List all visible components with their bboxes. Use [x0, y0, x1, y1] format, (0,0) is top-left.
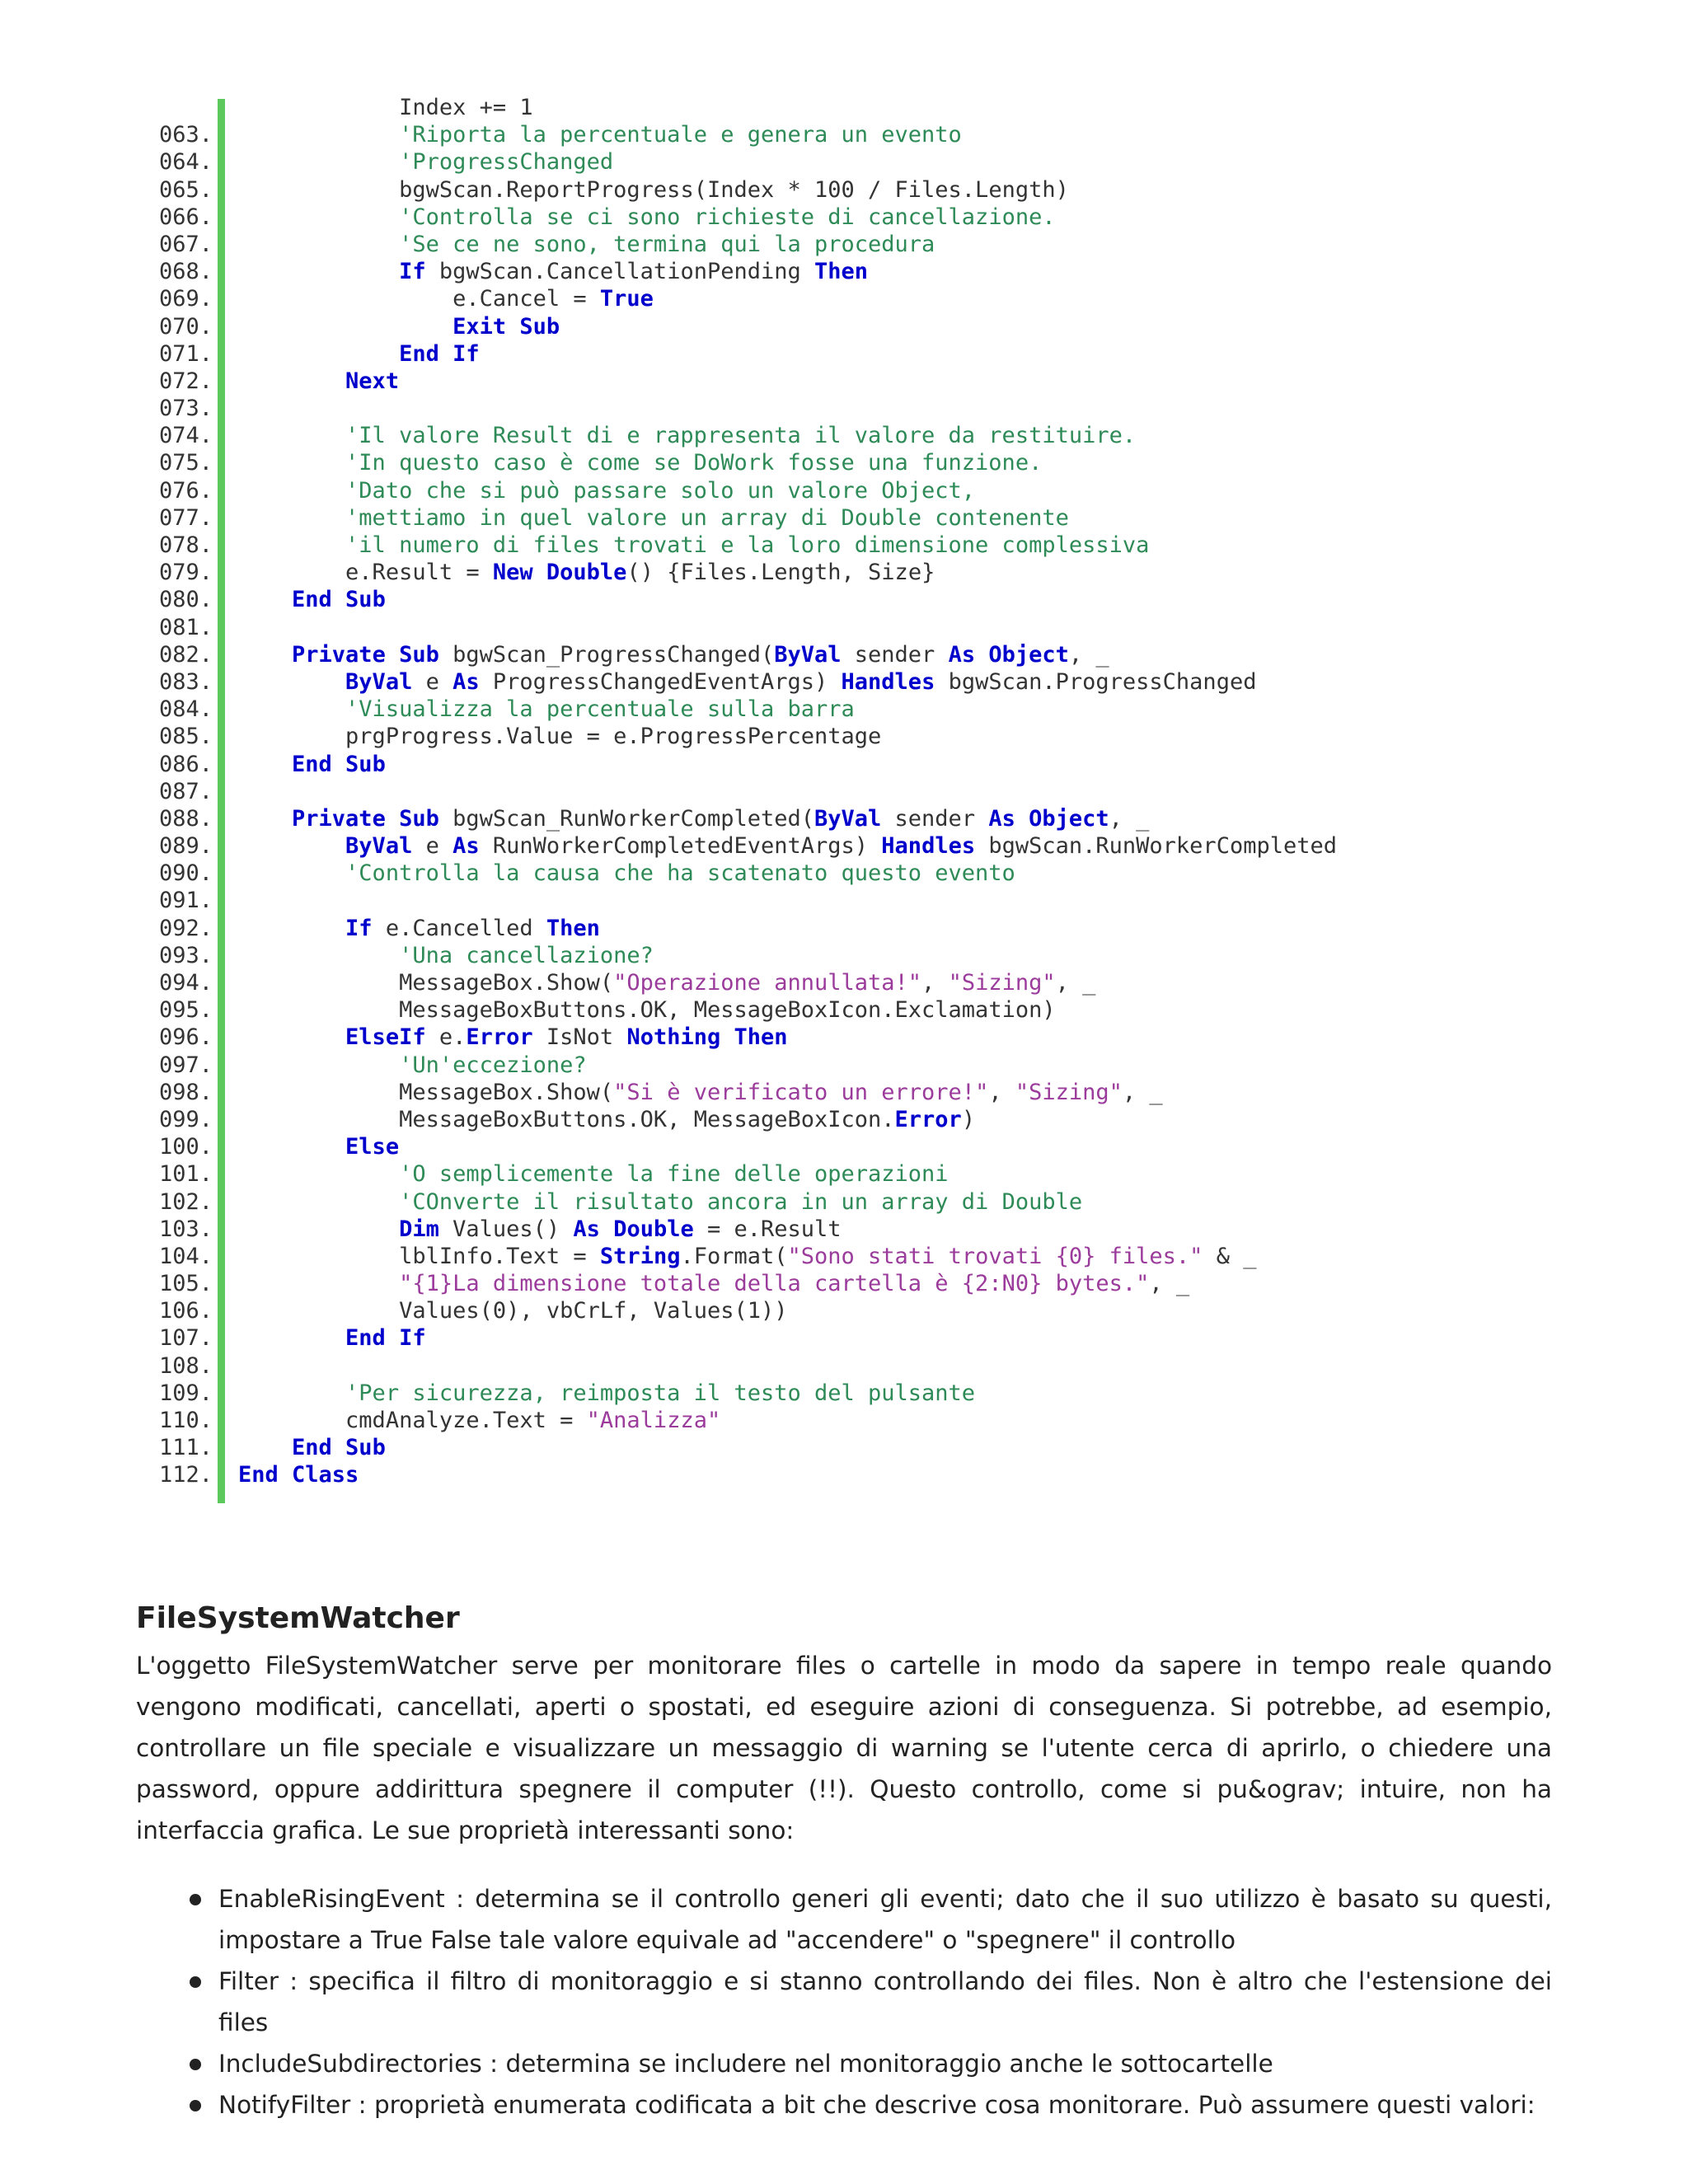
code-text [238, 148, 613, 176]
code-text [238, 285, 654, 312]
code-comment: 'il numero di files trovati e la loro dimensione complessiva [345, 532, 1150, 558]
code-token: , [988, 1079, 1015, 1105]
line-number: 077. [158, 504, 213, 531]
list-item-text: IncludeSubdirectories : determina se includere nel monitoraggio anche le sottocartelle [218, 2050, 1273, 2078]
line-number: 066. [158, 204, 213, 230]
code-string: "Operazione annullata!" [613, 970, 922, 996]
code-line [0, 285, 1688, 312]
line-number: 107. [158, 1325, 213, 1352]
line-number: 097. [158, 1052, 213, 1078]
code-keyword: If [399, 259, 426, 285]
code-line [0, 532, 1688, 559]
line-number: 106. [158, 1298, 213, 1324]
code-line [0, 641, 1688, 668]
code-text [238, 942, 654, 969]
line-number: 067. [158, 231, 213, 257]
code-token: Values(0), vbCrLf, Values(1)) [399, 1298, 788, 1324]
code-line [0, 121, 1688, 148]
code-line [0, 422, 1688, 449]
code-text [238, 860, 1015, 887]
line-number: 065. [158, 176, 213, 203]
line-number: 087. [158, 778, 213, 804]
line-number: 076. [158, 477, 213, 504]
code-line [0, 395, 1688, 422]
code-keyword: Handles [841, 668, 935, 695]
line-number: 111. [158, 1435, 213, 1461]
code-keyword: As [452, 833, 480, 860]
code-keyword: New [492, 560, 533, 586]
code-keyword: Private Sub [292, 641, 439, 668]
code-text [238, 1270, 1189, 1297]
code-line [0, 942, 1688, 969]
code-line [0, 1407, 1688, 1434]
code-keyword: Then [546, 915, 600, 941]
code-line [0, 668, 1688, 696]
code-text [238, 1052, 587, 1079]
code-text [238, 915, 600, 942]
code-token: RunWorkerCompletedEventArgs) [479, 833, 882, 860]
code-text [238, 1106, 975, 1133]
code-line [0, 176, 1688, 204]
line-number: 074. [158, 423, 213, 449]
code-text [238, 1160, 949, 1188]
code-text [238, 805, 1149, 832]
code-comment: 'Se ce ne sono, termina qui la procedura [399, 231, 935, 257]
code-text [238, 996, 1056, 1024]
code-token: e [412, 668, 453, 695]
code-line [0, 1380, 1688, 1407]
code-keyword: As Object [948, 641, 1069, 668]
code-text [238, 176, 1069, 204]
code-token: , _ [1068, 641, 1109, 668]
code-token: e.Cancel = [452, 286, 600, 312]
code-line [0, 586, 1688, 613]
code-text [238, 969, 1095, 996]
code-token: sender [841, 641, 949, 668]
code-token: , _ [1149, 1271, 1190, 1297]
code-text [238, 668, 1256, 696]
code-text [238, 1297, 787, 1324]
code-line [0, 996, 1688, 1024]
line-number: 085. [158, 724, 213, 750]
code-line [0, 1243, 1688, 1270]
code-token: & _ [1203, 1243, 1257, 1269]
line-number: 089. [158, 833, 213, 860]
line-number: 104. [158, 1243, 213, 1269]
code-line [0, 368, 1688, 395]
code-line [0, 614, 1688, 641]
line-number: 070. [158, 313, 213, 340]
code-token: sender [881, 805, 989, 832]
code-keyword: End Sub [292, 587, 386, 613]
code-keyword: Double [546, 560, 627, 586]
code-comment: 'O semplicemente la fine delle operazioni [399, 1161, 949, 1188]
line-number: 093. [158, 942, 213, 968]
line-number: 073. [158, 396, 213, 422]
code-comment: 'Una cancellazione? [399, 942, 654, 968]
code-comment: 'Riporta la percentuale e genera un evento [399, 122, 962, 148]
line-number: 064. [158, 149, 213, 176]
code-keyword: Else [345, 1134, 400, 1160]
code-line [0, 751, 1688, 778]
section-title: FileSystemWatcher [136, 1601, 460, 1635]
code-token: ProgressChangedEventArgs) [479, 668, 842, 695]
line-number: 112. [158, 1462, 213, 1488]
code-text [238, 1324, 426, 1352]
line-number: 100. [158, 1134, 213, 1160]
code-token: ) [961, 1106, 976, 1132]
code-token: , _ [1055, 970, 1096, 996]
code-text [238, 559, 935, 586]
code-line [0, 887, 1688, 914]
code-keyword: End Sub [292, 1435, 386, 1461]
code-comment: 'mettiamo in quel valore un array di Double contenente [345, 504, 1069, 531]
line-number: 084. [158, 696, 213, 723]
code-token: = e.Result [693, 1216, 842, 1242]
line-number: 079. [158, 560, 213, 586]
property-list [136, 1878, 1552, 2125]
line-number: 109. [158, 1380, 213, 1406]
line-number: 096. [158, 1024, 213, 1051]
code-token: e [412, 833, 453, 860]
code-text [238, 258, 868, 285]
code-token: () {Files.Length, Size} [626, 560, 935, 586]
code-comment: 'Dato che si può passare solo un valore Object, [345, 477, 976, 504]
code-comment: 'Un'eccezione? [399, 1052, 587, 1078]
code-text [238, 751, 386, 778]
code-token: Index += 1 [399, 95, 533, 120]
code-line [0, 1106, 1688, 1133]
code-token: bgwScan_RunWorkerCompleted( [438, 805, 814, 832]
code-token: cmdAnalyze.Text = [345, 1408, 587, 1433]
code-token: e.Result = [345, 560, 493, 586]
code-text [238, 1216, 842, 1243]
code-text [238, 477, 975, 504]
code-text [238, 1188, 1082, 1216]
code-comment: 'Visualizza la percentuale sulla barra [345, 696, 855, 723]
code-comment: 'ProgressChanged [399, 149, 614, 176]
code-line [0, 449, 1688, 476]
code-line [0, 1434, 1688, 1461]
code-text [238, 504, 1069, 532]
list-item-text: NotifyFilter : proprietà enumerata codificata a bit che descrive cosa monitorare. Può assumere questi valori: [218, 2091, 1536, 2119]
line-number: 110. [158, 1408, 213, 1433]
code-line [0, 860, 1688, 887]
code-keyword: Handles [881, 833, 976, 860]
line-number: 095. [158, 997, 213, 1024]
code-text [238, 94, 533, 121]
code-string: "Sono stati trovati {0} files." [787, 1243, 1203, 1269]
code-text [238, 723, 881, 750]
code-token: , _ [1109, 805, 1150, 832]
code-line [0, 1461, 1688, 1488]
code-text [238, 696, 855, 723]
code-token: , [921, 970, 949, 996]
bullet-icon [190, 2059, 201, 2070]
code-keyword: End Class [238, 1462, 359, 1488]
code-line [0, 832, 1688, 860]
code-token: bgwScan.CancellationPending [425, 259, 814, 285]
code-text [238, 1079, 1163, 1106]
code-keyword: End Sub [292, 751, 386, 777]
code-keyword: Private Sub [292, 805, 439, 832]
code-text [238, 1243, 1256, 1270]
code-token: MessageBox.Show( [399, 1079, 614, 1105]
code-line [0, 805, 1688, 832]
code-token: .Format( [680, 1243, 788, 1269]
line-number: 105. [158, 1271, 213, 1297]
code-comment: 'Il valore Result di e rappresenta il valore da restituire. [345, 423, 1137, 449]
line-number: 092. [158, 915, 213, 941]
code-token: MessageBox.Show( [399, 970, 614, 996]
code-line [0, 313, 1688, 340]
line-number: 102. [158, 1188, 213, 1215]
code-token: lblInfo.Text = [399, 1243, 600, 1269]
list-item-text: Filter : specifica il filtro di monitoraggio e si stanno controllando dei files. Non è altro che l'estensione dei files [218, 1967, 1552, 2036]
code-text [238, 586, 386, 613]
code-token: bgwScan.ProgressChanged [935, 668, 1257, 695]
code-text [238, 368, 399, 395]
code-text [238, 204, 1056, 231]
code-keyword: As [452, 668, 480, 695]
list-item-text: EnableRisingEvent : determina se il controllo generi gli eventi; dato che il suo utilizzo è basato su questi, impostare a True False tale valore equivale ad "accendere" o "spegnere" il controllo [218, 1885, 1552, 1954]
code-keyword: Then [734, 1024, 788, 1051]
code-line [0, 1052, 1688, 1079]
code-comment: 'COnverte il risultato ancora in un array di Double [399, 1188, 1083, 1215]
code-keyword: ByVal [345, 668, 413, 695]
code-token [720, 1024, 734, 1050]
code-line [0, 477, 1688, 504]
code-line [0, 1160, 1688, 1188]
code-string: "Si è verificato un errore!" [613, 1079, 989, 1105]
code-token: MessageBoxButtons.OK, MessageBoxIcon.Exclamation) [399, 997, 1056, 1024]
code-keyword: Exit Sub [452, 313, 560, 340]
code-string: "Sizing" [1015, 1079, 1123, 1105]
line-number: 088. [158, 805, 213, 832]
code-comment: 'Controlla se ci sono richieste di cancellazione. [399, 204, 1056, 230]
code-keyword: ElseIf [345, 1024, 426, 1051]
code-keyword: Dim [399, 1216, 439, 1242]
code-comment: 'Per sicurezza, reimposta il testo del pulsante [345, 1380, 976, 1406]
line-number: 090. [158, 860, 213, 887]
code-line [0, 1188, 1688, 1216]
code-keyword: Then [814, 259, 869, 285]
code-token [533, 560, 546, 585]
code-line [0, 559, 1688, 586]
code-line [0, 1352, 1688, 1380]
line-number: 075. [158, 450, 213, 476]
line-number: 086. [158, 751, 213, 777]
line-number: 068. [158, 259, 213, 285]
code-token: MessageBoxButtons.OK, MessageBoxIcon. [399, 1106, 895, 1132]
line-number: 108. [158, 1352, 213, 1379]
code-token: IsNot [532, 1024, 627, 1051]
code-line [0, 340, 1688, 368]
code-token: bgwScan.RunWorkerCompleted [975, 833, 1337, 860]
code-string: "Analizza" [586, 1408, 721, 1433]
line-number: 082. [158, 641, 213, 668]
bullet-icon [190, 1976, 201, 1988]
line-number: 063. [158, 122, 213, 148]
line-number: 071. [158, 340, 213, 367]
line-number: 080. [158, 587, 213, 613]
code-keyword: Next [345, 368, 400, 394]
code-keyword: If [345, 915, 373, 941]
code-line [0, 1079, 1688, 1106]
code-text [238, 532, 1149, 559]
code-line [0, 1216, 1688, 1243]
line-number: 091. [158, 888, 213, 914]
code-token: prgProgress.Value = e.ProgressPercentage [345, 724, 882, 750]
code-token: bgwScan.ReportProgress(Index * 100 / Files.Length) [399, 176, 1069, 203]
code-keyword: Error [894, 1106, 962, 1132]
list-item [136, 1878, 1552, 1961]
code-keyword: String [599, 1243, 681, 1269]
code-text [238, 1024, 788, 1051]
code-token: , _ [1122, 1079, 1163, 1105]
code-token: e.Cancelled [372, 915, 546, 941]
code-line [0, 94, 1688, 121]
line-number: 101. [158, 1161, 213, 1188]
code-line [0, 969, 1688, 996]
code-comment: 'Controlla la causa che ha scatenato questo evento [345, 860, 1015, 887]
code-listing [0, 94, 1688, 1489]
code-line [0, 778, 1688, 805]
line-number: 083. [158, 668, 213, 695]
code-line [0, 1297, 1688, 1324]
section-paragraph: L'oggetto FileSystemWatcher serve per monitorare files o cartelle in modo da sapere in tempo reale quando vengono modificati, cancellati, aperti o spostati, ed eseguire azioni di conseguenza. Si potrebbe, ad esempio, controllare un file speciale e visualizzare un messaggio di warning se l'utente cerca di aprirlo, o chiedere una password, oppure addirittura spegnere il computer (!!). Questo controllo, come si pu&ograv; intuire, non ha interfaccia grafica. Le sue proprietà interessanti sono: [136, 1652, 1552, 1844]
code-text [238, 313, 560, 340]
code-text [238, 231, 935, 258]
code-line [0, 1024, 1688, 1051]
code-line [0, 1133, 1688, 1160]
list-item [136, 1961, 1552, 2043]
code-text [238, 832, 1337, 860]
code-line [0, 204, 1688, 231]
code-text [238, 422, 1136, 449]
line-number: 078. [158, 532, 213, 558]
code-text [238, 449, 1042, 476]
code-keyword: Error [466, 1024, 533, 1051]
code-lines [0, 94, 1688, 1489]
code-token: Values() [438, 1216, 574, 1242]
code-string: "Sizing" [948, 970, 1056, 996]
code-text [238, 1407, 720, 1434]
code-text [238, 1380, 975, 1407]
code-token: e. [425, 1024, 467, 1051]
code-line [0, 148, 1688, 176]
code-line [0, 915, 1688, 942]
list-item [136, 2043, 1552, 2084]
code-keyword: ByVal [345, 833, 413, 860]
code-keyword: As Double [573, 1216, 694, 1242]
code-keyword: ByVal [814, 805, 882, 832]
line-number: 094. [158, 970, 213, 996]
code-line [0, 258, 1688, 285]
line-number: 069. [158, 286, 213, 312]
line-number: 099. [158, 1106, 213, 1132]
line-number: 103. [158, 1216, 213, 1242]
code-line [0, 1324, 1688, 1352]
code-keyword: ByVal [774, 641, 842, 668]
code-keyword: End If [345, 1325, 426, 1352]
code-line [0, 231, 1688, 258]
code-string: "{1}La dimensione totale della cartella è {2:N0} bytes." [399, 1271, 1150, 1297]
code-text [238, 641, 1109, 668]
code-comment: 'In questo caso è come se DoWork fosse una funzione. [345, 450, 1043, 476]
code-keyword: True [599, 286, 654, 312]
code-text [238, 121, 962, 148]
code-text [238, 340, 480, 368]
code-text [238, 1434, 386, 1461]
line-number: 072. [158, 368, 213, 394]
code-text [238, 1461, 359, 1488]
code-keyword: Nothing [626, 1024, 721, 1051]
code-keyword: End If [399, 340, 480, 367]
line-number: 098. [158, 1079, 213, 1105]
code-text [238, 1133, 399, 1160]
code-line [0, 723, 1688, 750]
code-line [0, 1270, 1688, 1297]
code-line [0, 504, 1688, 532]
bullet-icon [190, 1894, 201, 1905]
code-token: bgwScan_ProgressChanged( [438, 641, 775, 668]
bullet-icon [190, 2100, 201, 2111]
line-number: 081. [158, 614, 213, 640]
code-line [0, 696, 1688, 723]
list-item [136, 2084, 1552, 2125]
code-keyword: As Object [988, 805, 1109, 832]
